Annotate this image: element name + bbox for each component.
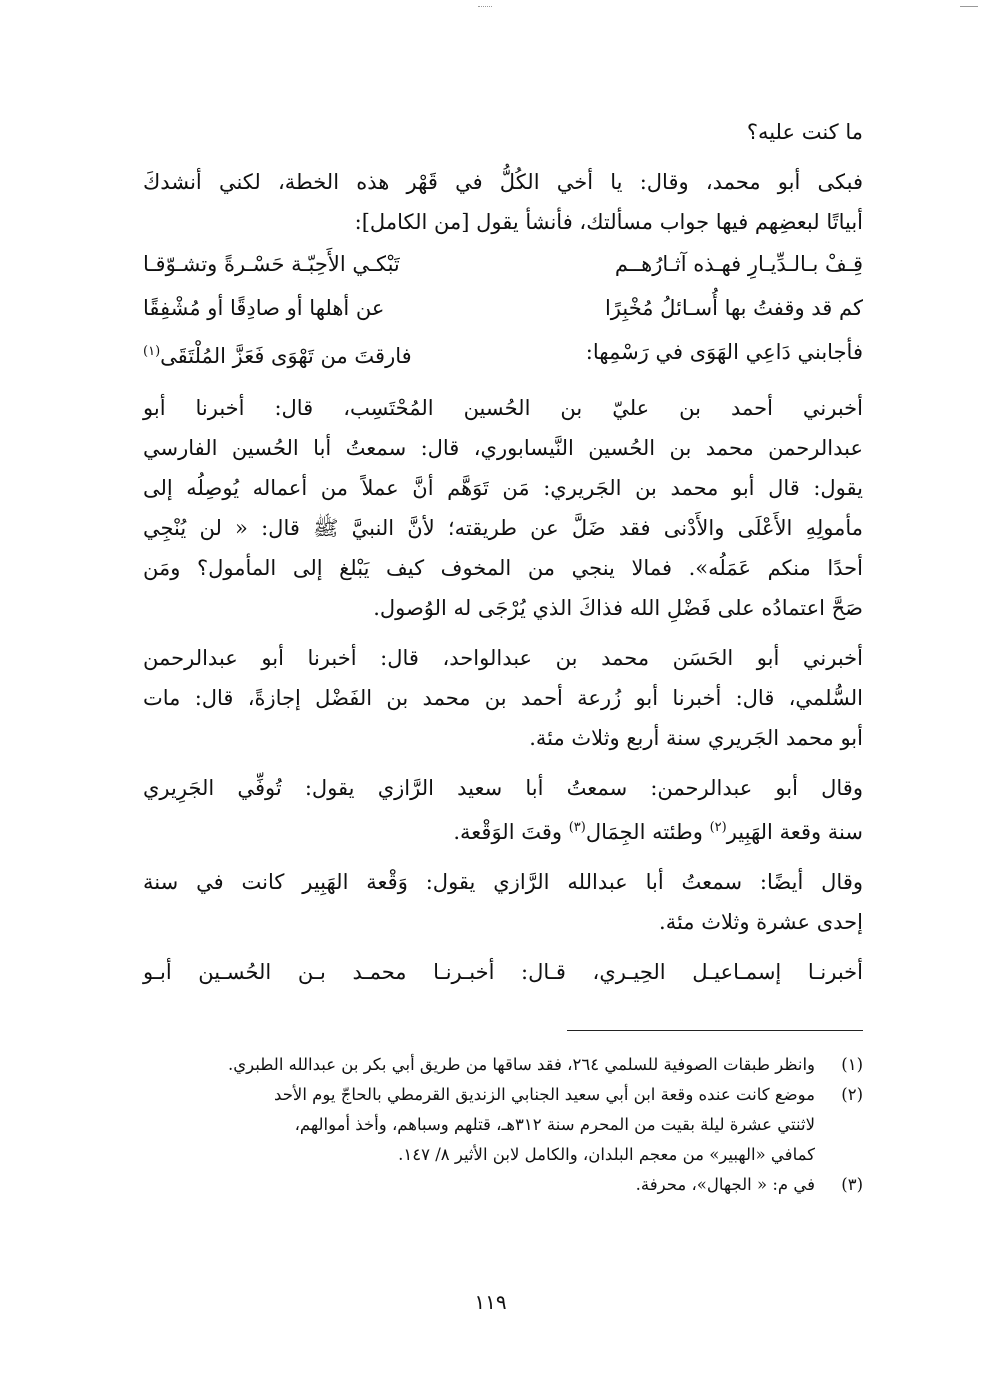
hemistich-first: كم قد وقفتُ بها أُسـائلُ مُخْبِرًا bbox=[604, 296, 863, 320]
verse-line bbox=[143, 330, 863, 378]
paragraph-1 bbox=[143, 162, 863, 242]
poem bbox=[143, 242, 863, 378]
verse-line bbox=[143, 242, 863, 286]
footnote-line: موضع كانت عنده وقعة ابن أبي سعيد الجنابي الزنديق القرمطي بالحاجّ يوم الأحد bbox=[274, 1085, 815, 1104]
verse-line bbox=[143, 286, 863, 330]
paragraph-line: عبدالرحمن محمد بن الحُسين النَّيسابوري، قال: سمعتُ أبا الحُسين الفارسي bbox=[143, 436, 863, 460]
paragraph-line: إحدى عشرة وثلاث مئة. bbox=[659, 910, 863, 934]
paragraph-line: يقول: قال أبو محمد بن الجَريري: مَن تَوَهَّم أنَّ عملاً من أعماله يُوصِلُه إلى bbox=[143, 476, 863, 500]
text-run: وقتَ الوَقْعة. bbox=[453, 820, 569, 844]
top-edge-rule bbox=[960, 6, 978, 7]
paragraph-line: أبياتًا لبعضِهم فيها جواب مسألتك، فأنشأ يقول [من الكامل]: bbox=[354, 210, 863, 234]
page-number: ١١٩ bbox=[474, 1290, 507, 1314]
paragraph-5 bbox=[143, 862, 863, 942]
paragraph-line: أخبرني أبو الحَسَن محمد بن عبدالواحد، قال: أخبرنا أبو عبدالرحمن bbox=[143, 646, 863, 670]
footnotes bbox=[143, 1050, 863, 1200]
footnote-line: في م: « الجهال»، محرفة. bbox=[635, 1175, 815, 1194]
paragraph-line: وقال أيضًا: سمعتُ أبا عبدالله الرَّازي يقول: وَقْعة الهَبِير كانت في سنة bbox=[143, 870, 863, 894]
footnote-line: وانظر طبقات الصوفية للسلمي ٢٦٤، فقد ساقها من طريق أبي بكر بن عبدالله الطبري. bbox=[228, 1055, 815, 1074]
paragraph-line: أخبرني أحمد بن عليّ بن الحُسين المُحْتَسِب، قال: أخبرنا أبو bbox=[143, 396, 863, 420]
footnote-number: (٢) bbox=[841, 1085, 863, 1104]
footnote-number: (٣) bbox=[841, 1175, 863, 1194]
text-run: وطئته الجِمَال bbox=[585, 820, 710, 844]
footnote-number: (١) bbox=[841, 1055, 863, 1074]
hemistich-second: تَبْكـي الأَحِبّـة حَسْـرةً وتشـوّقـا bbox=[143, 252, 400, 276]
footnote-item bbox=[143, 1050, 863, 1080]
footnote-body bbox=[143, 1080, 815, 1170]
paragraph-line: السُّلمي، قال: أخبرنا أبو زُرعة أحمد بن محمد بن الفَضْل إجازةً، قال: مات bbox=[143, 686, 863, 710]
footnote-item bbox=[143, 1080, 863, 1170]
paragraph-line: فبكى أبو محمد، وقال: يا أخي الكُلُّ في قَهْر هذه الخطة، لكني أنشدكَ bbox=[143, 170, 863, 194]
paragraph-line: أبو محمد الجَريري سنة أربع وثلاث مئة. bbox=[529, 726, 863, 750]
paragraph-line bbox=[143, 808, 863, 852]
text-run: سنة وقعة الهَبِير bbox=[726, 820, 863, 844]
paragraph-6 bbox=[143, 952, 863, 992]
paragraph-3 bbox=[143, 638, 863, 758]
hemistich-first: فأجابني دَاعِي الهَوَى في رَسْمِها: bbox=[585, 340, 863, 364]
paragraph-4 bbox=[143, 768, 863, 852]
footnote-divider bbox=[567, 1030, 863, 1031]
main-text bbox=[143, 112, 863, 992]
paragraph-line: أخبرنـا إسمـاعيـل الحِيـري، قـال: أخبـرنـا محمـد بـن الحُسـين أبـو bbox=[143, 960, 863, 984]
hemistich-first: قِـفْ بـالـدِّيـارِ فهـذه آثـارُهــم bbox=[614, 252, 863, 276]
footnote-mark: (٢) bbox=[709, 820, 727, 835]
paragraph-line: مأمولِهِ الأَعْلَى والأَدْنى فقد ضَلَّ عن طريقته؛ لأنَّ النبيَّ ﷺ قال: « لن يُنْجِي bbox=[143, 516, 863, 540]
opening-line: ما كنت عليه؟ bbox=[746, 120, 863, 144]
hemistich-second bbox=[143, 330, 473, 378]
hemistich-second: عن أهلها أو صادِقًا أو مُشْفِقًا bbox=[143, 296, 385, 320]
paragraph-line: وقال أبو عبدالرحمن: سمعتُ أبا سعيد الرَّازي يقول: تُوفِّي الجَرِيري bbox=[143, 776, 863, 800]
footnote-mark: (١) bbox=[143, 344, 161, 359]
paragraph-line: أحدًا منكم عَمَلُه». فمالا ينجي من المخوف كيف يَبْلغ إلى المأمول؟ ومَن bbox=[143, 556, 863, 580]
footnote-item bbox=[143, 1170, 863, 1200]
top-edge-dots bbox=[478, 6, 492, 10]
hemistich-text: فارقتَ من تَهْوَى فَعَزَّ المُلْتَقَى bbox=[160, 344, 412, 368]
footnote-line: كمافي «الهبير» من معجم البلدان، والكامل لابن الأثير ٨/ ١٤٧. bbox=[398, 1145, 815, 1164]
footnote-mark: (٣) bbox=[568, 820, 586, 835]
footnote-body bbox=[143, 1170, 815, 1200]
paragraph-line: صَحَّ اعتمادُه على فَضْلِ الله فذاكَ الذي يُرْجَى له الوُصول. bbox=[373, 596, 863, 620]
footnote-body bbox=[143, 1050, 815, 1080]
footnote-line: لاثنتي عشرة ليلة بقيت من المحرم سنة ٣١٢هـ، قتلهم وسباهم، وأخذ أموالهم، bbox=[294, 1115, 815, 1134]
paragraph-2 bbox=[143, 388, 863, 628]
